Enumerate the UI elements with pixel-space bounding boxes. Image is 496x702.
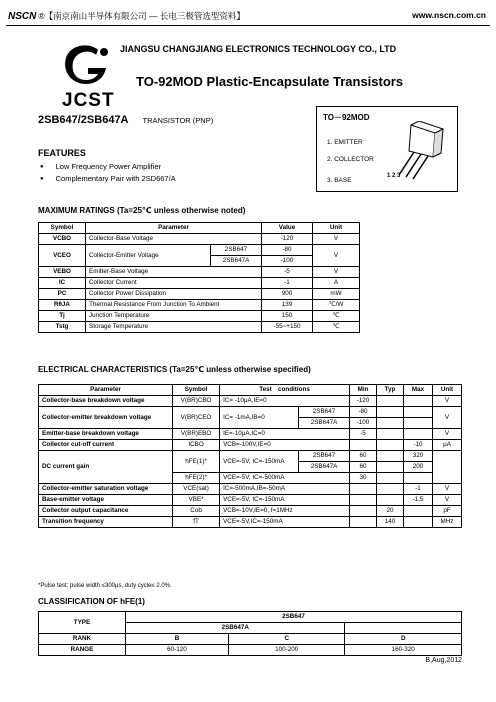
symbol: hFE(2)*	[173, 473, 220, 484]
symbol: Cob	[173, 506, 220, 517]
col-header: Parameter	[39, 385, 173, 396]
device: 2SB647A	[299, 418, 350, 429]
unit: V	[313, 245, 360, 267]
part-number-text: 2SB647/2SB647A	[38, 114, 129, 126]
type-header: TYPE	[39, 612, 126, 634]
param: Storage Temperature	[86, 322, 262, 333]
pin-2: 2. COLLECTOR	[327, 156, 374, 163]
unit: V	[433, 407, 462, 429]
device: 2SB647	[211, 245, 262, 256]
value: -100	[262, 256, 313, 267]
features-title: FEATURES	[38, 148, 86, 158]
symbol: fT	[173, 517, 220, 528]
max: -10	[404, 440, 433, 451]
value: -120	[262, 234, 313, 245]
symbol: VBE*	[173, 495, 220, 506]
param: Collector-emitter breakdown voltage	[39, 407, 173, 429]
unit: μA	[433, 440, 462, 451]
symbol: hFE(1)*	[173, 451, 220, 473]
rank-label: RANK	[39, 634, 126, 645]
typ: 140	[377, 517, 404, 528]
pulse-note: *Pulse test: pulse width ≤300μs, duty cycle≤ 2.0%.	[38, 583, 172, 589]
param: Collector-Base Voltage	[86, 234, 262, 245]
unit: V	[433, 429, 462, 440]
param: Collector output capacitance	[39, 506, 173, 517]
min: -120	[350, 396, 377, 407]
header-company	[8, 10, 245, 22]
registered-mark: ®	[38, 11, 45, 21]
jcst-logo-icon	[60, 42, 114, 88]
classification-table	[38, 611, 462, 656]
logo-name: JCST	[62, 90, 115, 111]
max: 200	[404, 462, 433, 473]
classification-title: CLASSIFICATION OF hFE(1)	[38, 597, 145, 606]
param: Transition frequency	[39, 517, 173, 528]
conditions: VCB=-100V,IE=0	[220, 440, 350, 451]
unit: ℃	[313, 311, 360, 322]
range: 60-120	[126, 645, 229, 656]
symbol: Tj	[39, 311, 86, 322]
min: 60	[350, 462, 377, 473]
range: 160-320	[345, 645, 462, 656]
unit: V	[433, 484, 462, 495]
col-header: Symbol	[173, 385, 220, 396]
max: 320	[404, 451, 433, 462]
unit: MHz	[433, 517, 462, 528]
symbol: V(BR)CBO	[173, 396, 220, 407]
max-ratings-table	[38, 222, 360, 333]
symbol: Tstg	[39, 322, 86, 333]
symbol: PC	[39, 289, 86, 300]
conditions: VCB=-10V,IE=0, f=1MHz	[220, 506, 350, 517]
unit: mW	[313, 289, 360, 300]
param: Collector Power Dissipation	[86, 289, 262, 300]
conditions: IC= -1mA,IB=0	[220, 407, 299, 429]
conditions: VCE=-5V,IC=-150mA	[220, 517, 350, 528]
param: Collector cut-off current	[39, 440, 173, 451]
conditions: VCE=-5V, IC=-150mA	[220, 495, 350, 506]
pin-1: 1. EMITTER	[327, 139, 363, 146]
rank: C	[228, 634, 345, 645]
conditions: VCE=-5V, IC=-150mA	[220, 451, 299, 473]
pin-3: 3. BASE	[327, 177, 352, 184]
min: -5	[350, 429, 377, 440]
param: Emitter-base breakdown voltage	[39, 429, 173, 440]
col-header: Unit	[433, 385, 462, 396]
part-header: 2SB647A	[126, 623, 345, 634]
value: 150	[262, 311, 313, 322]
value: -1	[262, 278, 313, 289]
range: 100-200	[228, 645, 345, 656]
min: 30	[350, 473, 377, 484]
part-header: 2SB647	[126, 612, 462, 623]
symbol: VCBO	[39, 234, 86, 245]
device: 2SB647A	[211, 256, 262, 267]
param: Emitter-Base Voltage	[86, 267, 262, 278]
param: Thermal Resistance From Junction To Ambient	[86, 300, 262, 311]
unit: V	[313, 234, 360, 245]
param: Collector Current	[86, 278, 262, 289]
unit: V	[433, 495, 462, 506]
device: 2SB647	[299, 407, 350, 418]
pin-numbers: 1 2 3	[387, 173, 401, 179]
part-number	[38, 114, 213, 126]
max: -1.5	[404, 495, 433, 506]
conditions: IC= -10μA,IE=0	[220, 396, 350, 407]
device: 2SB647	[299, 451, 350, 462]
package-title: TO－92MOD	[323, 113, 370, 122]
unit: V	[313, 267, 360, 278]
max-ratings-title: MAXIMUM RATINGS (Ta=25℃ unless otherwise noted)	[38, 206, 246, 215]
feature-item: ● Low Frequency Power Amplifier	[40, 162, 161, 171]
col-header: Min	[350, 385, 377, 396]
range-label: RANGE	[39, 645, 126, 656]
unit: pF	[433, 506, 462, 517]
col-header: Value	[262, 223, 313, 234]
unit: ℃/W	[313, 300, 360, 311]
value: 139	[262, 300, 313, 311]
max: -1	[404, 484, 433, 495]
col-header: Symbol	[39, 223, 86, 234]
value: 900	[262, 289, 313, 300]
min: 60	[350, 451, 377, 462]
col-header: Typ	[377, 385, 404, 396]
rank: B	[126, 634, 229, 645]
value: -5	[262, 267, 313, 278]
param: Collector-base breakdown voltage	[39, 396, 173, 407]
min: -100	[350, 418, 377, 429]
param: Junction Temperature	[86, 311, 262, 322]
conditions: IC=-500mA,IB=-50mA	[220, 484, 350, 495]
unit: V	[433, 396, 462, 407]
symbol: IC	[39, 278, 86, 289]
symbol: VEBO	[39, 267, 86, 278]
symbol: ICBO	[173, 440, 220, 451]
company-name: JIANGSU CHANGJIANG ELECTRONICS TECHNOLOGY CO., LTD	[120, 44, 397, 54]
col-header: Test conditions	[220, 385, 350, 396]
value: -55~+150	[262, 322, 313, 333]
conditions: IE=-10μA,IC=0	[220, 429, 350, 440]
param: Base-emitter voltage	[39, 495, 173, 506]
revision-date: B,Aug,2012	[425, 657, 462, 664]
symbol: VCE(sat)	[173, 484, 220, 495]
electrical-title: ELECTRICAL CHARACTERISTICS (Ta=25℃ unless otherwise specified)	[38, 365, 311, 374]
company-cn: 【南京南山半导体有限公司 — 长电三极管选型资料】	[44, 11, 245, 21]
value: -80	[262, 245, 313, 256]
symbol: V(BR)EBO	[173, 429, 220, 440]
col-header: Parameter	[86, 223, 262, 234]
header-divider	[6, 25, 490, 26]
unit: A	[313, 278, 360, 289]
col-header: Unit	[313, 223, 360, 234]
param: Collector-emitter saturation voltage	[39, 484, 173, 495]
electrical-table	[38, 384, 462, 528]
part-type: TRANSISTOR (PNP)	[142, 116, 214, 125]
symbol: VCEO	[39, 245, 86, 267]
document-title: TO-92MOD Plastic-Encapsulate Transistors	[136, 74, 404, 89]
package-box	[316, 106, 458, 192]
param: Collector-Emitter Voltage	[86, 245, 211, 267]
col-header: Max	[404, 385, 433, 396]
device: 2SB647A	[299, 462, 350, 473]
unit: ℃	[313, 322, 360, 333]
symbol: V(BR)CEO	[173, 407, 220, 429]
feature-item: ● Complementary Pair with 2SD667/A	[40, 174, 176, 183]
min: -80	[350, 407, 377, 418]
param: DC current gain	[39, 451, 173, 484]
symbol: RθJA	[39, 300, 86, 311]
conditions: VCE=-5V, IC=-500mA	[220, 473, 350, 484]
header-url[interactable]: www.nscn.com.cn	[412, 10, 486, 20]
brand-logo: NSCN	[8, 11, 37, 22]
rank: D	[345, 634, 462, 645]
typ: 20	[377, 506, 404, 517]
